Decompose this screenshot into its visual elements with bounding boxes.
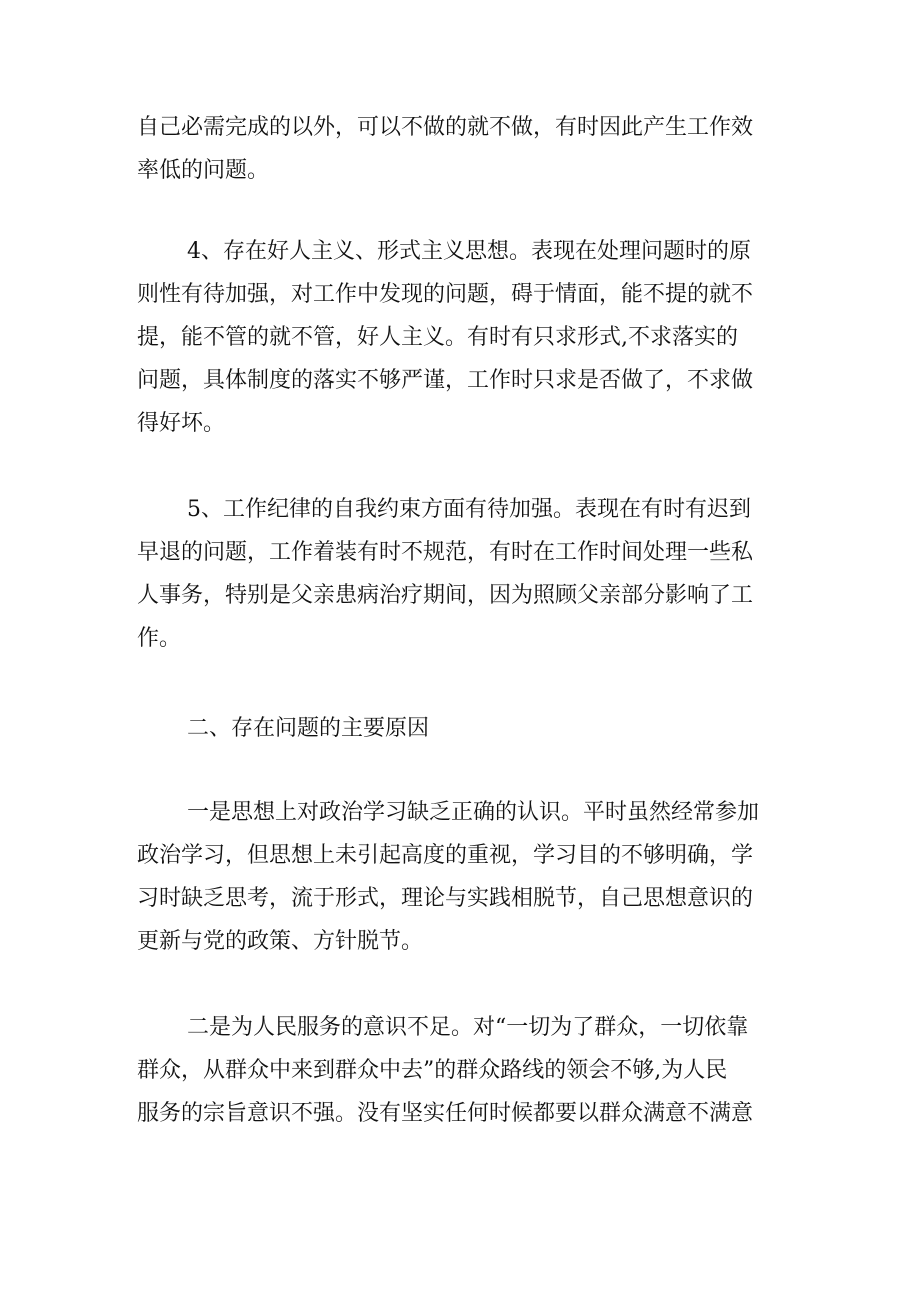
- text-line: 二是为人民服务的意识不足。对“一切为了群众，一切依靠: [187, 1015, 749, 1040]
- paragraph-continuation: [137, 106, 787, 192]
- text-line: 自己必需完成的以外，可以不做的就不做，有时因此产生工作效: [137, 115, 754, 140]
- text-line: 问题，具体制度的落实不够严谨，工作时只求是否做了，不求做: [137, 368, 754, 393]
- paragraph-reason-1: [137, 791, 787, 963]
- paragraph-item-5: [137, 488, 787, 660]
- text-line: 人事务，特别是父亲患病治疗期间，因为照顾父亲部分影响了工: [137, 583, 754, 608]
- text-line: 则性有待加强，对工作中发现的问题，碍于情面，能不提的就不: [137, 282, 754, 307]
- text-line: 得好坏。: [137, 411, 226, 436]
- text-line: 5、工作纪律的自我约束方面有待加强。表现在有时有迟到: [187, 497, 751, 522]
- text-line: 作。: [137, 626, 182, 651]
- text-line: 提，能不管的就不管，好人主义。有时有只求形式,不求落实的: [137, 325, 738, 350]
- text-line: 政治学习，但思想上未引起高度的重视，学习目的不够明确，学: [137, 843, 754, 868]
- paragraph-item-4: [137, 230, 787, 445]
- section-heading: [137, 707, 787, 750]
- text-line: 4、存在好人主义、形式主义思想。表现在处理问题时的原: [187, 239, 751, 264]
- text-line: 更新与党的政策、方针脱节。: [137, 929, 424, 954]
- heading-line: 二、存在问题的主要原因: [187, 716, 430, 741]
- text-line: 早退的问题，工作着装有时不规范，有时在工作时间处理一些私: [137, 540, 754, 565]
- text-line: 群众，从群众中来到群众中去”的群众路线的领会不够,为人民: [137, 1058, 728, 1083]
- paragraph-reason-2: [137, 1006, 787, 1135]
- text-line: 一是思想上对政治学习缺乏正确的认识。平时虽然经常参加: [187, 800, 760, 825]
- text-line: 率低的问题。: [137, 158, 270, 183]
- text-line: 服务的宗旨意识不强。没有坚实任何时候都要以群众满意不满意: [137, 1101, 754, 1126]
- text-line: 习时缺乏思考，流于形式，理论与实践相脱节，自己思想意识的: [137, 886, 754, 911]
